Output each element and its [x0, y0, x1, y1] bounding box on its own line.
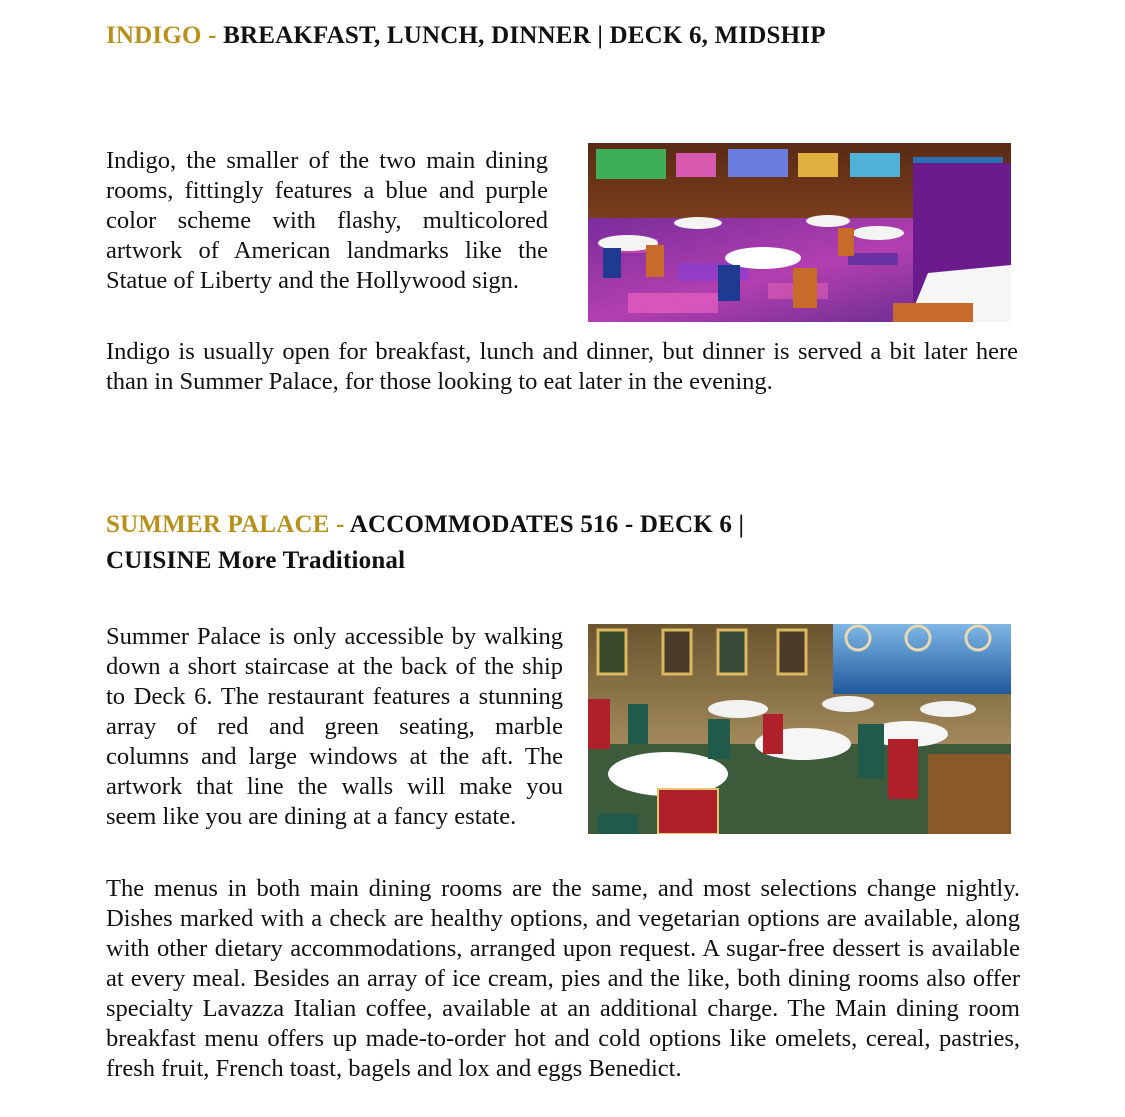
- indigo-photo-graphic: [588, 143, 1011, 322]
- summer-palace-heading: [106, 507, 826, 543]
- summer-palace-detail-paragraph: The menus in both main dining rooms are the same, and most selections change nightly. Dishes marked with a check are healthy options, and vegetarian options are available, along with other dietary accommodations, arranged upon request. A sugar-free dessert is available at every meal. Besides an array of ice cream, pies and the like, both dining rooms also offer specialty Lavazza Italian coffee, available at an additional charge. The Main dining room breakfast menu offers up made-to-order hot and cold options like omelets, cereal, pastries, fresh fruit, French toast, bagels and lox and eggs Benedict.: [106, 875, 1020, 1082]
- summer-palace-dining-room-photo: [588, 624, 1011, 834]
- indigo-heading-name: INDIGO -: [106, 22, 217, 49]
- indigo-intro-paragraph: Indigo, the smaller of the two main dining rooms, fittingly features a blue and purple color scheme with flashy, multicolored artwork of American landmarks like the Statue of Liberty and the Hollywood sign.: [106, 147, 548, 294]
- indigo-dining-room-photo: [588, 143, 1011, 322]
- summer-palace-heading-line2: CUISINE More Traditional: [106, 547, 406, 574]
- summer-palace-photo-graphic: [588, 624, 1011, 834]
- indigo-detail-paragraph: Indigo is usually open for breakfast, lunch and dinner, but dinner is served a bit later here than in Summer Palace, for those looking to eat later in the evening.: [106, 338, 1018, 395]
- indigo-heading: [106, 18, 1006, 54]
- summer-palace-heading-name: SUMMER PALACE -: [106, 511, 345, 538]
- summer-palace-intro-paragraph: Summer Palace is only accessible by walking down a short staircase at the back of the ship to Deck 6. The restaurant features a stunning array of red and green seating, marble columns and large windows at the aft. The artwork that line the walls will make you seem like you are dining at a fancy estate.: [106, 623, 563, 830]
- indigo-heading-details: BREAKFAST, LUNCH, DINNER | DECK 6, MIDSHIP: [223, 22, 826, 49]
- summer-palace-heading-details: ACCOMMODATES 516 - DECK 6 |: [349, 511, 745, 538]
